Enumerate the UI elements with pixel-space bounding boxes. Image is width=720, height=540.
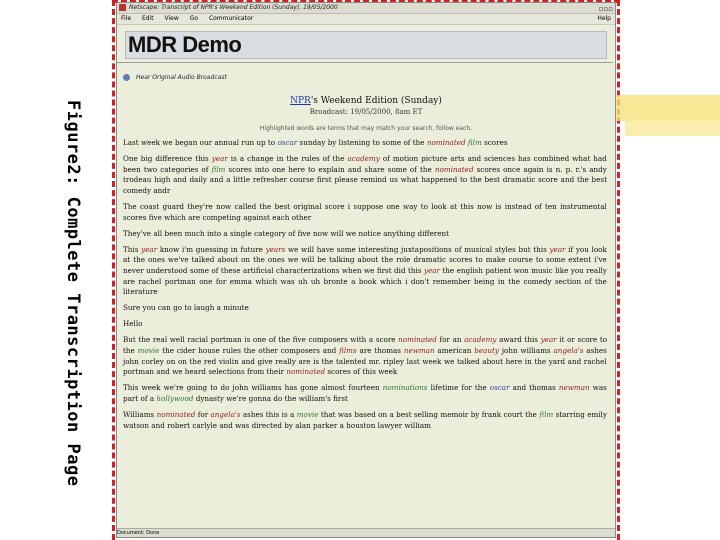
- audio-bullet-icon: [123, 74, 130, 81]
- transcript-paragraph: Sure you can go to laugh a minute: [123, 303, 249, 313]
- status-bar: [117, 528, 615, 537]
- keyword-highlight[interactable]: year: [540, 335, 557, 345]
- figure-caption-wrap: [55, 100, 95, 487]
- title-bar: [117, 3, 615, 14]
- transcript-paragraph: They've all been much into a single category of five now will we notice anything different: [123, 228, 449, 238]
- heading-rest: 's Weekend Edition (Sunday): [310, 96, 442, 106]
- search-note: Highlighted words are terms that may match your search, follow each.: [259, 125, 473, 132]
- menu-communicator[interactable]: Communicator: [208, 15, 254, 22]
- keyword-highlight[interactable]: year: [211, 154, 228, 164]
- transcript-paragraph: Last week we began our annual run up to oscar sunday by listening to some of the nominated film scores: [123, 138, 508, 147]
- keyword-highlight[interactable]: year: [549, 244, 566, 254]
- transcript-paragraph: Hello: [123, 319, 143, 329]
- divider: [117, 62, 613, 63]
- keyword-highlight[interactable]: oscar: [277, 138, 298, 147]
- keyword-highlight[interactable]: newman: [403, 346, 435, 355]
- keyword-highlight[interactable]: nominated: [426, 138, 466, 147]
- keyword-highlight[interactable]: newman: [558, 383, 590, 393]
- transcript-body: [117, 132, 615, 431]
- keyword-highlight[interactable]: nominated: [156, 409, 196, 419]
- keyword-highlight[interactable]: year: [423, 265, 440, 275]
- keyword-highlight[interactable]: nominated: [286, 367, 326, 377]
- keyword-highlight[interactable]: beauty: [474, 346, 499, 355]
- menu-help[interactable]: Help: [597, 15, 611, 22]
- keyword-highlight[interactable]: angela's: [210, 409, 241, 419]
- listen-link-label[interactable]: Hear Original Audio Broadcast: [136, 74, 227, 81]
- keyword-highlight[interactable]: film: [539, 409, 554, 419]
- frame-left-border: [112, 0, 115, 540]
- transcript-heading: [117, 96, 615, 106]
- status-text: Document: Done: [117, 530, 160, 536]
- keyword-highlight[interactable]: oscar: [489, 383, 510, 393]
- keyword-highlight[interactable]: nominations: [382, 383, 428, 393]
- transcript-paragraph: This year know i'm guessing in future years we will have some interesting juxtapositions of musical styles but this year if you look at the ones we've talked about on the ones we will be talking about the role dramatic scores to make course to some extent i've never understood some of these artificial characterizations when we first did this year the english patient won music like you really are rachel portman one for emma which was uh uh bronte a book which i don't remember being in the comedy section of the literature: [123, 244, 607, 297]
- keyword-highlight[interactable]: academy: [464, 335, 497, 345]
- keyword-highlight[interactable]: angela's: [553, 346, 584, 355]
- menu-file[interactable]: File: [121, 15, 132, 22]
- window-title: Netscape: Transcript of NPR's Weekend Edition (Sunday), 19/05/2000: [129, 4, 338, 11]
- transcript-paragraph: Williams nominated for angela's ashes this is a movie that was based on a best selling memoir by frank court the film starring emily watson and robert carlyle and was directed by alan parker a houston lawyer william: [123, 409, 607, 430]
- figure-caption: Figure2: Complete Transcription Page: [63, 100, 83, 487]
- listen-link[interactable]: [123, 74, 615, 81]
- keyword-highlight[interactable]: academy: [347, 154, 380, 164]
- keyword-highlight[interactable]: nominated: [398, 335, 437, 345]
- keyword-highlight[interactable]: years: [265, 244, 286, 254]
- keyword-highlight[interactable]: hollywood: [156, 393, 194, 403]
- keyword-highlight[interactable]: movie: [296, 409, 319, 419]
- highlight-stroke: [625, 118, 720, 136]
- keyword-highlight[interactable]: nominated: [434, 164, 474, 174]
- keyword-highlight[interactable]: film: [467, 138, 482, 147]
- npr-link[interactable]: NPR: [290, 96, 311, 106]
- transcript-paragraph: But the real well racial portman is one of the five composers with a score nominated for an academy award this year it or score to the movie the cider house rules the other composers and films are thomas newman american beauty john williams angela's ashes john corley on on the red violin and give really are is the talented mr. ripley last week we talked about here in the yard and rachel portman and we heard selections from their nominated scores of this week: [123, 335, 608, 377]
- window-controls[interactable]: ▫▫▫: [598, 5, 613, 13]
- keyword-highlight[interactable]: movie: [137, 346, 160, 355]
- banner: [125, 31, 607, 59]
- menu-view[interactable]: View: [164, 15, 179, 22]
- browser-window: [116, 2, 616, 538]
- menu-bar: [117, 14, 615, 25]
- netscape-icon: [119, 4, 126, 11]
- keyword-highlight[interactable]: film: [211, 164, 226, 174]
- keyword-highlight[interactable]: films: [339, 346, 357, 355]
- page-title: MDR Demo: [128, 32, 242, 57]
- frame-right-border: [617, 0, 620, 540]
- transcript-paragraph: One big difference this year is a change in the rules of the academy of motion picture arts and sciences has combined what had been two categories of film scores into one here to explain and share some of the nominated scores once again is n. p. r.'s andy trodeau high and daily and a little refresher course first please remind us what happened to the best dramatic score and the best comedy andr: [123, 154, 607, 195]
- transcript-paragraph: The coast guard they're now called the best original score i suppose one way to look at this now is instead of ten instrumental scores five which are competing against each other: [123, 201, 607, 222]
- menu-go[interactable]: Go: [189, 15, 199, 22]
- transcript-paragraph: This week we're going to do john williams has gone almost fourteen nominations lifetime for the oscar and thomas newman was part of a hollywood dynasty we're gonna do the william's first: [123, 383, 607, 403]
- keyword-highlight[interactable]: year: [141, 244, 158, 254]
- menu-edit[interactable]: Edit: [141, 15, 154, 22]
- broadcast-date: Broadcast: 19/05/2000, 8am ET: [309, 108, 423, 116]
